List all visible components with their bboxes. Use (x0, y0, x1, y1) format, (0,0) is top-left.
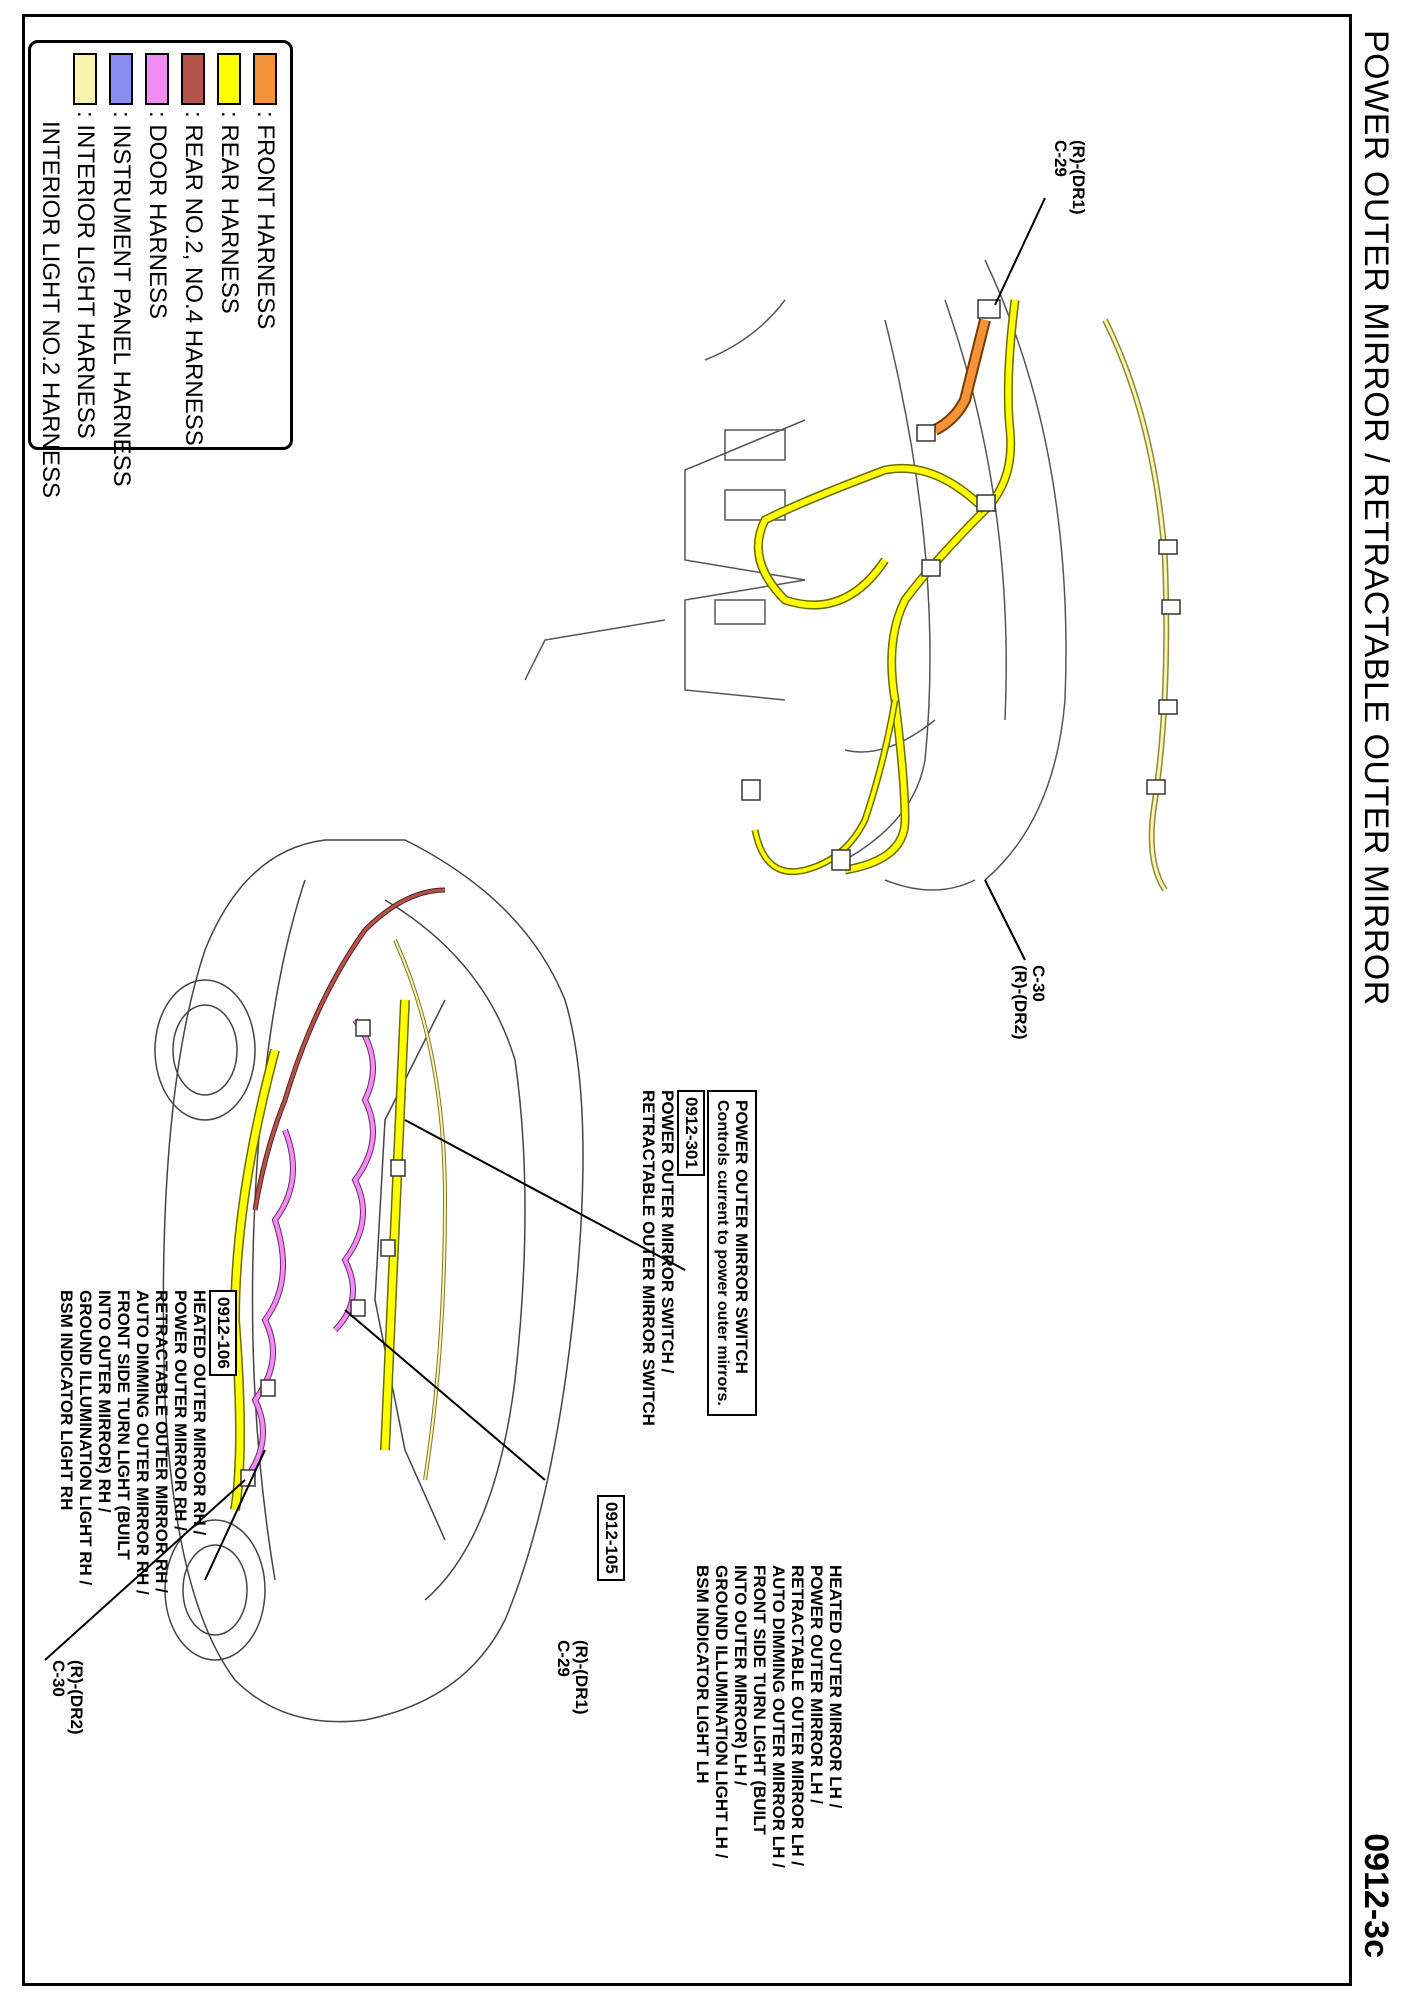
switch-note-text: Controls current to power outer mirrors. (714, 1100, 731, 1406)
desc-line: INTO OUTER MIRROR) LH / (731, 1565, 750, 1786)
harness-legend (28, 40, 293, 498)
legend-item-door (140, 53, 174, 319)
desc-line: RETRACTABLE OUTER MIRROR SWITCH (639, 1090, 658, 1426)
legend-swatch (109, 53, 133, 105)
desc-line: BSM INDICATOR LIGHT RH (57, 1290, 76, 1511)
legend-swatch (73, 53, 97, 105)
ref-0912-106[interactable]: 0912-106 (209, 1290, 237, 1376)
connector-sub: (R)-(DR2) (67, 1660, 86, 1735)
connector-code: C-29 (554, 1640, 573, 1677)
desc-line: POWER OUTER MIRROR RH / (171, 1290, 190, 1531)
connector-sub: (R)-(DR2) (1011, 965, 1030, 1040)
desc-line: INTO OUTER MIRROR) RH / (95, 1290, 114, 1513)
legend-label: : INTERIOR LIGHT HARNESS (72, 111, 99, 439)
interior-view (525, 260, 1066, 890)
connector-c30-top (1011, 965, 1047, 1040)
ref-0912-105-desc (693, 1565, 845, 1868)
vehicle-body (155, 840, 583, 1722)
desc-line: GROUND ILLUMINATION LIGHT RH / (76, 1290, 95, 1586)
legend-label: : REAR NO.2, NO.4 HARNESS (180, 111, 207, 446)
ref-0912-301[interactable]: 0912-301 (677, 1090, 705, 1176)
ref-0912-105[interactable]: 0912-105 (597, 1495, 625, 1581)
legend-label: : INSTRUMENT PANEL HARNESS (108, 111, 135, 487)
ref-0912-106-desc (57, 1290, 209, 1595)
connector-c29-bottom (554, 1640, 590, 1715)
desc-line: AUTO DIMMING OUTER MIRROR RH / (133, 1290, 152, 1595)
desc-line: FRONT SIDE TURN LIGHT (BUILT (750, 1565, 769, 1835)
page-number: 0912-3c (1357, 1833, 1395, 1958)
desc-line: FRONT SIDE TURN LIGHT (BUILT (114, 1290, 133, 1560)
legend-swatch (145, 53, 169, 105)
legend-item-rear-no2 (176, 53, 210, 446)
switch-note-title: POWER OUTER MIRROR SWITCH (732, 1100, 751, 1374)
legend-item-instrument-panel (104, 53, 138, 487)
legend-item-rear (212, 53, 246, 314)
legend-swatch (181, 53, 205, 105)
desc-line: HEATED OUTER MIRROR RH / (190, 1290, 209, 1536)
connector-sub: (R)-(DR1) (1069, 140, 1088, 215)
legend-label: : REAR HARNESS (216, 111, 243, 314)
desc-line: AUTO DIMMING OUTER MIRROR LH / (769, 1565, 788, 1868)
legend-extra-label: INTERIOR LIGHT NO.2 HARNESS (37, 121, 64, 498)
legend-label: : DOOR HARNESS (144, 111, 171, 320)
desc-line: HEATED OUTER MIRROR LH / (826, 1565, 845, 1809)
desc-line: POWER OUTER MIRROR LH / (807, 1565, 826, 1804)
connector-sub: (R)-(DR1) (572, 1640, 591, 1715)
legend-swatch (217, 53, 241, 105)
desc-line: RETRACTABLE OUTER MIRROR RH / (152, 1290, 171, 1593)
legend-label: : FRONT HARNESS (252, 111, 279, 330)
desc-line: GROUND ILLUMINATION LIGHT LH / (712, 1565, 731, 1859)
legend-item-interior-light (68, 53, 102, 439)
legend-swatch (253, 53, 277, 105)
desc-line: POWER OUTER MIRROR SWITCH / (658, 1090, 677, 1374)
connector-code: C-30 (49, 1660, 68, 1697)
ref-0912-301-desc (639, 1090, 677, 1426)
desc-line: RETRACTABLE OUTER MIRROR LH / (788, 1565, 807, 1866)
connector-c29-top (1051, 140, 1087, 215)
desc-line: BSM INDICATOR LIGHT LH (693, 1565, 712, 1784)
switch-note (707, 1090, 757, 1416)
connector-code: C-30 (1029, 965, 1048, 1002)
page-title: POWER OUTER MIRROR / RETRACTABLE OUTER MIRROR (1357, 30, 1395, 1006)
connector-code: C-29 (1051, 140, 1070, 177)
legend-item-front (248, 53, 282, 329)
connector-c30-bottom (49, 1660, 85, 1735)
